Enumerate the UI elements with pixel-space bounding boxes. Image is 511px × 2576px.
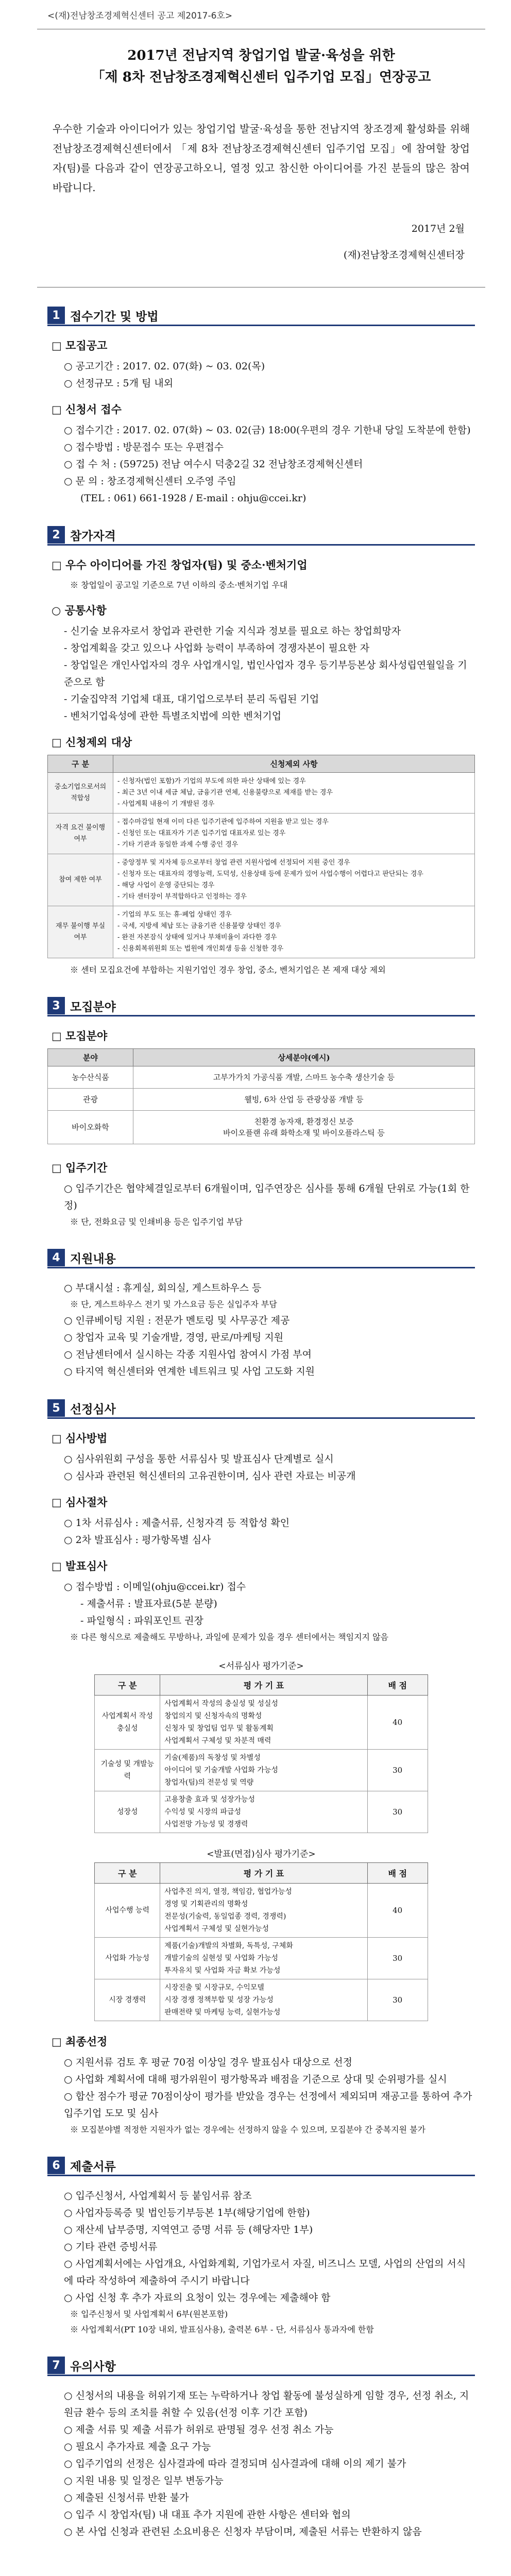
table-header: 신청제외 사항 — [113, 755, 475, 773]
criteria-score: 40 — [367, 1884, 428, 1938]
list-item: - 파일형식 : 파워포인트 권장 — [80, 1615, 203, 1626]
table-row — [95, 1979, 428, 2021]
table-header: 구 분 — [48, 755, 113, 773]
criteria-items: 기술(제품)의 독창성 및 차별성 아이디어 및 기술개발 사업화 가능성 창업자(팀)의 전문성 및 역량 — [160, 1750, 367, 1791]
table-row — [48, 773, 475, 814]
list-item: ○ 접수방법 : 이메일(ohju@ccei.kr) 접수 — [64, 1581, 246, 1592]
subsection-heading: ○ 공통사항 — [52, 604, 107, 617]
list-item: ○ 신청서의 내용을 허위기재 또는 누락하거나 창업 활동에 불성실하게 임할 경우, 선정 취소, 지원금 환수 등의 조치를 취할 수 있음(선정 이후 기간 포함) — [64, 2390, 469, 2418]
section-title: 모집분야 — [70, 999, 116, 1014]
section-7-header — [47, 2356, 475, 2376]
list-item: ○ 1차 서류심사 : 제출서류, 신청자격 등 적합성 확인 — [64, 1517, 290, 1529]
list-item: - 신기술 보유자로서 창업과 관련한 기술 지식과 정보를 필요로 하는 창업희망자 — [64, 625, 401, 637]
note: ※ 다른 형식으로 제출해도 무방하나, 과일에 문제가 있을 경우 센터에서는 책임지지 않음 — [70, 1632, 388, 1642]
list-item: ○ 선정규모 : 5개 팀 내외 — [64, 378, 174, 389]
list-item: ○ 접수방법 : 방문접수 또는 우편접수 — [64, 442, 224, 453]
table-row — [48, 1111, 475, 1144]
section-3-header — [47, 996, 475, 1016]
list-item: ○ 문 의 : 창조경제혁신센터 오주영 주임 — [64, 476, 236, 487]
section-number: 3 — [47, 997, 65, 1014]
section-title: 지원내용 — [70, 1251, 116, 1266]
list-item: - 기술집약적 기업체 대표, 대기업으로부터 분리 독립된 기업 — [64, 693, 319, 705]
subsection-heading: □ 심사방법 — [52, 1432, 108, 1445]
exclusion-table — [47, 755, 475, 958]
criteria-category: 성장성 — [95, 1791, 160, 1833]
note: ※ 단, 전화요금 및 인쇄비용 등은 입주기업 부담 — [70, 1217, 243, 1227]
criteria-items: 제품(기술)개발의 차별화, 독특성, 구체화 개발기술의 실현성 및 사업화 가능성 투자유치 및 사업화 자금 확보 가능성 — [160, 1938, 367, 1979]
list-item: ○ 입주 시 창업자(팀) 내 대표 추가 지원에 관한 사항은 센터와 협의 — [64, 2509, 351, 2520]
category-cell: 참여 제한 여부 — [48, 854, 113, 906]
table-row — [48, 906, 475, 958]
list-item: - 벤처기업육성에 관한 특별조치법에 의한 벤처기업 — [64, 710, 282, 722]
table-row — [48, 1066, 475, 1089]
table-header: 배 점 — [367, 1863, 428, 1884]
list-item: ○ 인큐베이팅 지원 : 전문가 멘토링 및 사무공간 제공 — [64, 1315, 290, 1326]
criteria-category: 사업화 가능성 — [95, 1938, 160, 1979]
list-item: ○ 사업화 계획서에 대해 평가위원이 평가항목과 배점을 기준으로 상대 및 순위평가를 실시 — [64, 2074, 447, 2085]
subsection-heading: □ 모집분야 — [52, 1029, 108, 1042]
note: ※ 센터 모집요건에 부합하는 지원기업인 경우 창업, 중소, 벤처기업은 본 제재 대상 제외 — [70, 965, 386, 975]
subsection-heading: □ 발표심사 — [52, 1560, 108, 1572]
field-detail-cell: 친환경 농자재, 환경정신 보증 바이오플랜 유래 화학소재 및 바이오플라스틱 등 — [133, 1111, 475, 1144]
table-row — [48, 814, 475, 854]
table-row — [95, 1938, 428, 1979]
document-reference: <(재)전남창조경제혁신센터 공고 제2017-6호> — [47, 11, 233, 21]
list-item: ○ 필요시 추가자료 제출 요구 가능 — [64, 2441, 211, 2452]
section-1-header — [47, 306, 475, 326]
list-item: ○ 입주기업의 선정은 심사결과에 따라 결정되며 심사결과에 대해 이의 제기 불가 — [64, 2458, 406, 2469]
list-item: ○ 제출 서류 및 제출 서류가 허위로 판명될 경우 선정 취소 가능 — [64, 2424, 334, 2435]
list-item: ○ 사업 신청 후 추가 자료의 요청이 있는 경우에는 제출해야 함 — [64, 2292, 331, 2303]
description-cell: - 중앙정부 및 지자체 등으로부터 창업 관련 지원사업에 선정되어 지원 중인 경우 - 신청자 또는 대표자의 경영능력, 도덕성, 신용상태 등에 문제가 있어 사업수행이 어렵다고 판단되는 경우 - 해당 사업이 운영 중단되는 경우 - 기타 센터장이 부적합하다고 인정하는 경우 — [113, 854, 475, 906]
document-evaluation-table — [94, 1674, 428, 1833]
list-item: ○ 부대시설 : 휴게실, 회의실, 게스트하우스 등 — [64, 1282, 262, 1294]
list-item: ○ 공고기간 : 2017. 02. 07(화) ~ 03. 02(목) — [64, 361, 265, 372]
list-item: ○ 타지역 혁신센터와 연계한 네트워크 및 사업 고도화 지원 — [64, 1366, 315, 1377]
section-number: 5 — [47, 1399, 65, 1417]
subsection-heading: □ 모집공고 — [52, 339, 108, 352]
field-cell: 바이오화학 — [48, 1111, 133, 1144]
criteria-score: 30 — [367, 1938, 428, 1979]
criteria-score: 30 — [367, 1979, 428, 2021]
note: ※ 단, 게스트하우스 전기 및 가스요금 등은 실입주자 부담 — [70, 1299, 277, 1309]
list-item: ○ 접 수 처 : (59725) 전남 여수시 덕충2길 32 전남창조경제혁신센터 — [64, 459, 363, 470]
subsection-heading: □ 우수 아이디어를 가진 창업자(팀) 및 중소·벤처기업 — [52, 558, 308, 571]
list-item: ○ 입주기간은 협약체결일로부터 6개월이며, 입주연장은 심사를 통해 6개월 단위로 가능(1회 한정) — [64, 1183, 470, 1211]
list-item: ○ 심사위원회 구성을 통한 서류심사 및 발표심사 단계별로 실시 — [64, 1453, 334, 1465]
list-item: ○ 합산 점수가 평균 70점이상이 평가를 받았을 경우는 선정에서 제외되며 재공고를 통하여 추가 입주기업 도모 및 심사 — [64, 2091, 472, 2119]
list-item: ○ 2차 발표심사 : 평가항목별 심사 — [64, 1534, 211, 1546]
section-number: 4 — [47, 1249, 65, 1266]
list-item: ○ 입주신청서, 사업계획서 등 붙임서류 참조 — [64, 2190, 252, 2201]
title-line-2: 「제 8차 전남창조경제혁신센터 입주기업 모집」연장공고 — [91, 70, 431, 85]
section-number: 6 — [47, 2157, 65, 2174]
section-title: 선정심사 — [70, 1402, 116, 1416]
criteria-items: 고용창출 효과 및 성장가능성 수익성 및 시장의 파급성 사업전망 가능성 및 경쟁력 — [160, 1791, 367, 1833]
note: ※ 입주신청서 및 사업계획서 6부(원본포함) — [70, 2309, 228, 2319]
criteria-category: 시장 경쟁력 — [95, 1979, 160, 2021]
note: ※ 사업계획서(PT 10장 내외, 발표심사용), 출력본 6부 - 단, 서류심사 통과자에 한함 — [70, 2325, 374, 2334]
section-number: 1 — [47, 307, 65, 324]
subsection-heading: □ 최종선정 — [52, 2035, 108, 2048]
list-item: ○ 심사과 관련된 혁신센터의 고유권한이며, 심사 관련 자료는 비공개 — [64, 1470, 356, 1482]
table-row — [95, 1696, 428, 1750]
list-item: ○ 재산세 납부증명, 지역연고 증명 서류 등 (해당자만 1부) — [64, 2224, 313, 2235]
note: ※ 창업일이 공고일 기준으로 7년 이하의 중소·벤처기업 우대 — [70, 580, 288, 590]
description-cell: - 접수마감일 현재 이미 다른 입주기관에 입주하여 지원을 받고 있는 경우 - 신청인 또는 대표자가 기존 입주기업 대표자로 있는 경우 - 기타 기관과 동일한 과제 수행 중인 경우 — [113, 814, 475, 854]
section-title: 유의사항 — [70, 2359, 116, 2374]
subsection-heading: □ 심사절차 — [52, 1496, 108, 1509]
section-2-header — [47, 526, 475, 546]
list-item: ○ 제출된 신청서류 반환 불가 — [64, 2492, 189, 2503]
list-item: ○ 본 사업 신청과 관련된 소요비용은 신청자 부담이며, 제출된 서류는 반환하지 않음 — [64, 2526, 422, 2537]
field-detail-cell: 웰빙, 6차 산업 등 관광상품 개발 등 — [133, 1089, 475, 1111]
table-header: 분야 — [48, 1049, 133, 1066]
criteria-score: 30 — [367, 1791, 428, 1833]
note: ※ 모집분야별 적정한 지원자가 없는 경우에는 선정하지 않을 수 있으며, 모집분야 간 중복지원 불가 — [70, 2125, 425, 2134]
table-header: 평 가 기 표 — [160, 1863, 367, 1884]
list-item: - 창업일은 개인사업자의 경우 사업개시일, 법인사업자 경우 등기부등본상 회사성립연월일을 기준으로 함 — [64, 659, 467, 688]
criteria-category: 사업계획서 작성 충실성 — [95, 1696, 160, 1750]
section-4-header — [47, 1248, 475, 1268]
section-6-header — [47, 2156, 475, 2176]
list-item: ○ 사업계획서에는 사업개요, 사업화계획, 기업가로서 자질, 비즈니스 모델, 사업의 산업의 서식에 따라 작성하여 제출하여 주시기 바랍니다 — [64, 2258, 466, 2286]
criteria-category: 기술성 및 개발능력 — [95, 1750, 160, 1791]
table-row — [95, 1884, 428, 1938]
table-row — [48, 1089, 475, 1111]
subsection-heading: □ 신청서 접수 — [52, 403, 122, 416]
section-number: 7 — [47, 2357, 65, 2374]
section-5-header — [47, 1399, 475, 1419]
criteria-items: 시장진출 및 시장규모, 수익모델 시장 경쟁 정책부합 및 성장 가능성 판매전략 및 마케팅 능력, 실현가능성 — [160, 1979, 367, 2021]
title-line-1: 2017년 전남지역 창업기업 발굴·육성을 위한 — [127, 48, 395, 63]
issuer-name: (재)전남창조경제혁신센터장 — [343, 249, 465, 261]
list-item: - 창업계획을 갖고 있으나 사업화 능력이 부족하여 경쟁자본이 필요한 자 — [64, 642, 370, 654]
description-cell: - 기업의 부도 또는 휴·폐업 상태인 경우 - 국세, 지방세 체납 또는 금융기관 신용불량 상태인 경우 - 완전 자본잠식 상태에 있거나 부채비율이 과다한 경우 - 신용회복위원회 또는 법원에 개인회생 등을 신청한 경우 — [113, 906, 475, 958]
list-item: ○ 창업자 교육 및 기술개발, 경영, 판로/마케팅 지원 — [64, 1332, 284, 1343]
field-detail-cell: 고부가가치 가공식품 개발, 스마트 농수축 생산기술 등 — [133, 1066, 475, 1089]
criteria-score: 30 — [367, 1750, 428, 1791]
section-title: 참가자격 — [70, 529, 116, 543]
category-cell: 재무 불이행 부실 여부 — [48, 906, 113, 958]
list-item: ○ 접수기간 : 2017. 02. 07(화) ~ 03. 02(금) 18:00(우편의 경우 기한내 당일 도착분에 한함) — [64, 425, 471, 436]
evaluation-table-title: <서류심사 평가기준> — [218, 1661, 304, 1671]
table-row — [48, 854, 475, 906]
presentation-evaluation-table — [94, 1862, 428, 2021]
criteria-items: 사업계획서 작성의 충실성 및 성실성 창업의지 및 신청자속의 명확성 신청자 및 창업팀 업무 및 활동계획 사업계획서 구체성 및 차분적 매력 — [160, 1696, 367, 1750]
list-item: ○ 기타 관련 증빙서류 — [64, 2241, 158, 2252]
category-cell: 자격 요건 불이행 여부 — [48, 814, 113, 854]
table-header: 구 분 — [95, 1675, 160, 1696]
table-header: 평 가 기 표 — [160, 1675, 367, 1696]
criteria-items: 사업추진 의지, 열정, 책임감, 협업가능성 경영 및 기획관리의 명확성 전문성(기술력, 동일업종 경력, 경쟁력) 사업계획서 구체성 및 실현가능성 — [160, 1884, 367, 1938]
table-header: 구 분 — [95, 1863, 160, 1884]
contact-info: (TEL : 061) 661-1928 / E-mail : ohju@ccei.kr) — [80, 493, 306, 504]
list-item: ○ 지원서류 검토 후 평균 70점 이상일 경우 발표심사 대상으로 선정 — [64, 2057, 353, 2068]
category-cell: 중소기업으로서의 적합성 — [48, 773, 113, 814]
field-cell: 관광 — [48, 1089, 133, 1111]
list-item: ○ 지원 내용 및 일정은 일부 변동가능 — [64, 2475, 224, 2486]
subsection-heading: □ 신청제외 대상 — [52, 736, 132, 749]
recruitment-field-table — [47, 1048, 475, 1144]
intro-paragraph: 우수한 기술과 아이디어가 있는 창업기업 발굴·육성을 통한 전남지역 창조경제 활성화를 위해 전남창조경제혁신센터에서 「제 8차 전남창조경제혁신센터 입주기업 모집」에 참여할 창업자(팀)를 다음과 같이 연장공고하오니, 열정 있고 참신한 아이디어를 가진 분들의 많은 참여 바랍니다. — [53, 123, 470, 194]
notice-title — [47, 29, 475, 119]
notice-date: 2017년 2월 — [411, 223, 465, 234]
list-item: ○ 전남센터에서 실시하는 각종 지원사업 참여시 가점 부여 — [64, 1349, 312, 1360]
table-header: 상세분야(예시) — [133, 1049, 475, 1066]
subsection-heading: □ 입주기간 — [52, 1161, 108, 1174]
list-item: - 제출서류 : 발표자료(5분 분량) — [80, 1598, 217, 1609]
criteria-category: 사업수행 능력 — [95, 1884, 160, 1938]
section-title: 제출서류 — [70, 2159, 116, 2174]
section-number: 2 — [47, 526, 65, 544]
evaluation-table-title: <발표(면접)심사 평가기준> — [207, 1849, 316, 1859]
list-item: ○ 사업자등록증 및 법인등기부등본 1부(해당기업에 한함) — [64, 2207, 310, 2218]
criteria-score: 40 — [367, 1696, 428, 1750]
description-cell: - 신청자(법인 포함)가 기업의 부도에 의한 파산 상태에 있는 경우 - 최근 3년 이내 세금 체납, 금융기관 연체, 신용불량으로 제재를 받는 경우 - 사업계획 내용이 기 개발된 경우 — [113, 773, 475, 814]
field-cell: 농수산식품 — [48, 1066, 133, 1089]
table-row — [95, 1791, 428, 1833]
table-row — [95, 1750, 428, 1791]
table-header: 배 점 — [367, 1675, 428, 1696]
section-title: 접수기간 및 방법 — [70, 309, 159, 324]
